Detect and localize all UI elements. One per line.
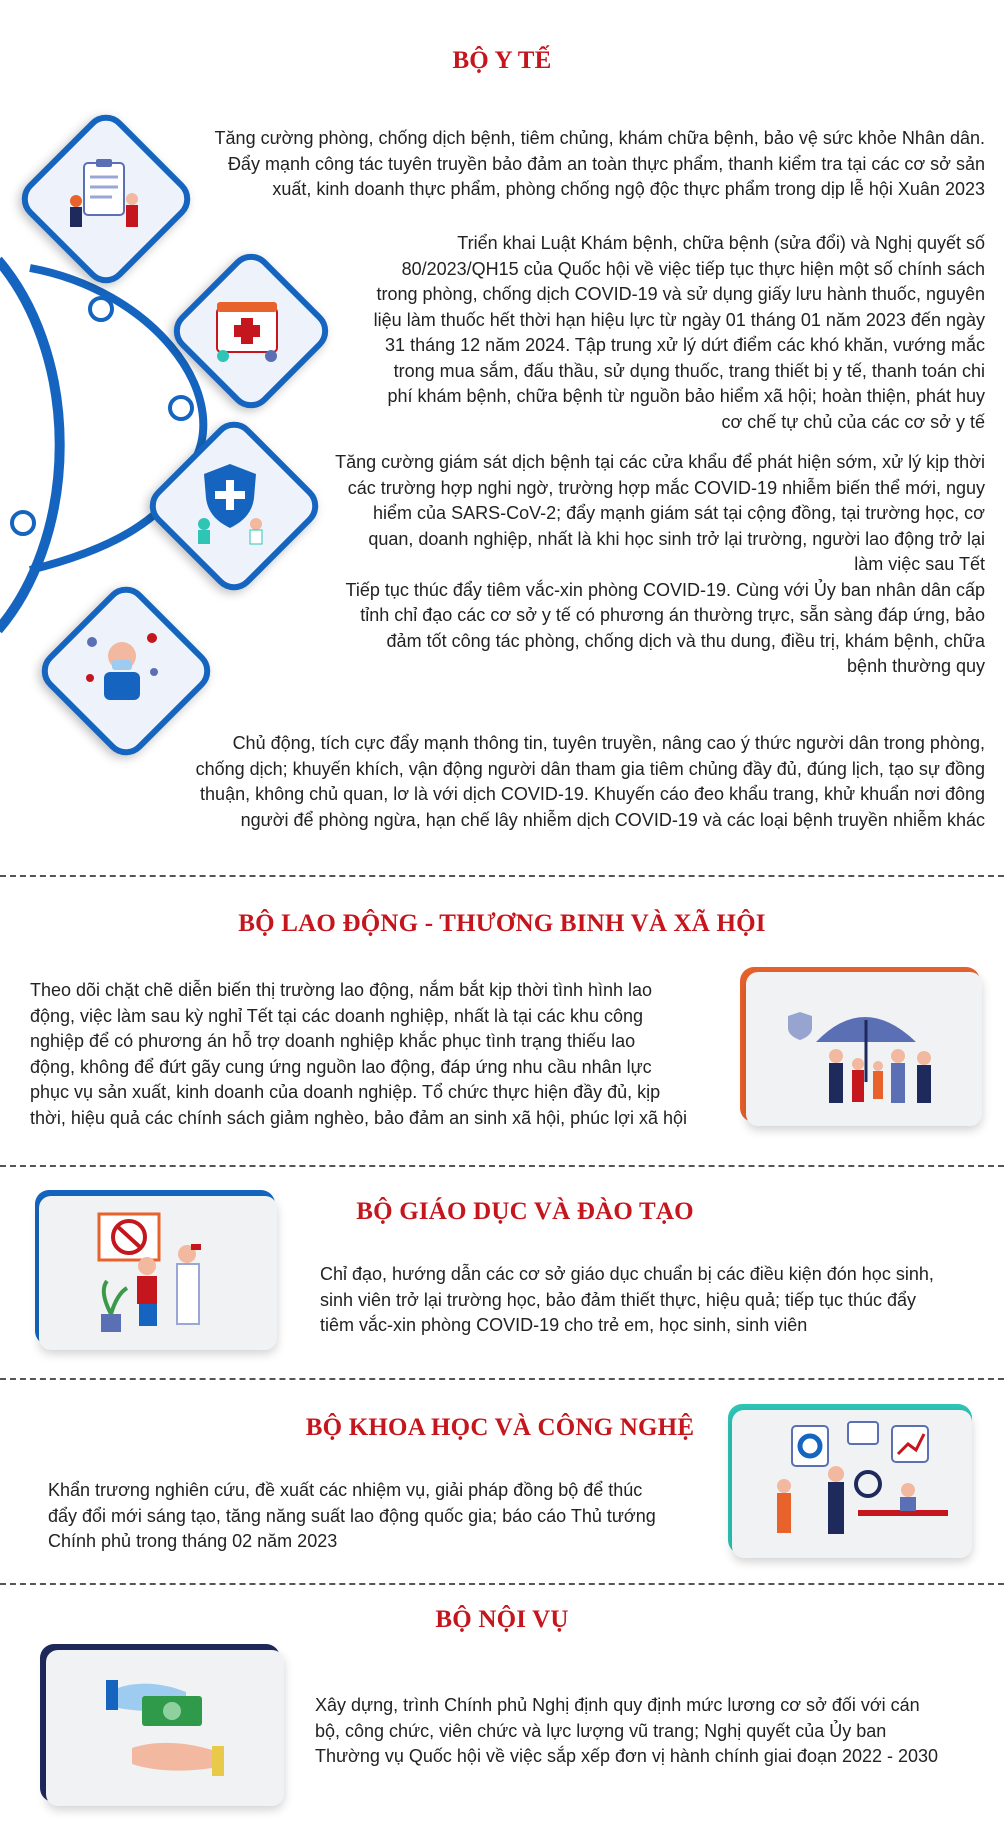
vaccination-icon [39, 1196, 277, 1350]
text-line: trong phòng, chống dịch COVID-19 và sử dụng giấy lưu hành thuốc, nguyên [376, 284, 985, 304]
science-paragraph [48, 1478, 708, 1555]
timeline-dot-3 [168, 395, 194, 421]
section-divider [0, 1165, 1004, 1167]
text-line: Tăng cường phòng, chống dịch bệnh, tiêm chủng, khám chữa bệnh, bảo vệ sức khỏe Nhân dân. [214, 128, 985, 148]
pharmacy-icon [203, 284, 291, 372]
text-line: tiêm vắc-xin phòng COVID-19 cho trẻ em, học sinh, sinh viên [320, 1315, 808, 1335]
virus-mask-icon [78, 622, 166, 710]
health-paragraph-3 [300, 450, 985, 680]
text-line: đẩy đổi mới sáng tạo, tăng năng suất lao động quốc gia; báo cáo Thủ tướng [48, 1505, 656, 1526]
section-title-education: BỘ GIÁO DỤC VÀ ĐÀO TẠO [356, 1198, 694, 1225]
text-line: xuất, kinh doanh thực phẩm, phòng chống ngộ độc thực phẩm trong dịp lễ hội Xuân 2023 [272, 179, 985, 199]
medical-shield-icon [186, 458, 274, 546]
money-hands-icon [46, 1650, 284, 1806]
home-image-card [46, 1650, 284, 1806]
text-line: thuận, không chủ quan, lơ là với dịch COVID-19. Khuyến cáo đeo khẩu trang, khử khuẩn nơi đông [200, 784, 985, 804]
section-title-labor: BỘ LAO ĐỘNG - THƯƠNG BINH VÀ XÃ HỘI [238, 910, 766, 937]
labor-image-card [746, 972, 982, 1126]
section-title-health: BỘ Y TẾ [452, 47, 552, 74]
labor-paragraph [30, 978, 730, 1131]
text-line: sinh viên trở lại trường học, bảo đảm thiết thực, hiệu quả; tiếp tục thúc đẩy [320, 1289, 917, 1310]
text-line: Tăng cường giám sát dịch bệnh tại các cửa khẩu để phát hiện sớm, xử lý kịp thời [335, 452, 985, 472]
text-line: trong mua sắm, đấu thầu, sử dụng thuốc, trang thiết bị y tế, thanh toán chi [393, 360, 985, 381]
text-line: người để phòng ngừa, hạn chế lây nhiễm dịch COVID-19 và các loại bệnh truyền nhiễm khác [240, 809, 985, 830]
timeline-dot-2 [88, 296, 114, 322]
text-line: Xây dựng, trình Chính phủ Nghị định quy định mức lương cơ sở đối với cán [315, 1695, 920, 1715]
text-line: Theo dõi chặt chẽ diễn biến thị trường lao động, nắm bắt kịp thời tình hình lao [30, 980, 653, 1000]
home-paragraph [315, 1693, 985, 1770]
text-line: liệu làm thuốc hết thời hạn hiệu lực từ ngày 01 tháng 01 năm 2023 đến ngày [373, 309, 985, 330]
health-paragraph-2 [320, 231, 985, 435]
timeline-dot-4 [10, 510, 36, 536]
health-paragraph-1 [180, 126, 985, 203]
text-line: làm việc sau Tết [854, 554, 985, 574]
text-line: hiểm của SARS-CoV-2; đẩy mạnh giám sát tại cộng đồng, tại trường học, cơ [373, 503, 985, 523]
section-title-home: BỘ NỘI VỤ [435, 1606, 569, 1633]
text-line: tỉnh chỉ đạo các cơ sở y tế có phương án thường trực, sẵn sàng đáp ứng, bảo [360, 605, 985, 625]
health-paragraph-4 [160, 731, 985, 833]
text-line: 31 tháng 12 năm 2024. Tập trung xử lý dứt điểm các khó khăn, vướng mắc [385, 335, 985, 355]
analytics-team-icon [732, 1410, 972, 1558]
text-line: Tiếp tục thúc đẩy tiêm vắc-xin phòng COVID-19. Cùng với Ủy ban nhân dân cấp [345, 579, 985, 600]
text-line: 80/2023/QH15 của Quốc hội về việc tiếp tục thực hiện một số chính sách [401, 258, 985, 279]
text-line: Chỉ đạo, hướng dẫn các cơ sở giáo dục chuẩn bị các điều kiện đón học sinh, [320, 1264, 934, 1284]
text-line: phục vụ sản xuất, kinh doanh của doanh nghiệp. Tổ chức thực hiện đầy đủ, kịp [30, 1082, 661, 1102]
text-line: bệnh thường quy [847, 656, 985, 676]
clipboard-doctors-icon [62, 155, 150, 243]
text-line: Chính phủ trong tháng 02 năm 2023 [48, 1531, 338, 1551]
text-line: các trường hợp nghi ngờ, trường hợp mắc COVID-19 nhiễm biến thể mới, nguy [347, 477, 985, 498]
text-line: Khẩn trương nghiên cứu, đề xuất các nhiệm vụ, giải pháp đồng bộ để thúc [48, 1480, 643, 1500]
section-title-science: BỘ KHOA HỌC VÀ CÔNG NGHỆ [305, 1414, 695, 1441]
text-line: phí khám bệnh, chữa bệnh từ nguồn bảo hiểm xã hội; hoàn thiện, phát huy [387, 386, 985, 406]
umbrella-family-icon [746, 972, 982, 1126]
text-line: đảm tốt công tác phòng, chống dịch và thu dung, điều trị, khám bệnh, chữa [386, 630, 985, 651]
science-image-card [732, 1410, 972, 1558]
text-line: Triển khai Luật Khám bệnh, chữa bệnh (sửa đổi) và Nghị quyết số [457, 233, 985, 253]
text-line: Thường vụ Quốc hội về việc sắp xếp đơn vị hành chính giai đoạn 2022 - 2030 [315, 1746, 939, 1766]
text-line: bộ, công chức, viên chức và lực lượng vũ trang; Nghị quyết của Ủy ban [315, 1720, 887, 1741]
education-paragraph [320, 1262, 985, 1339]
section-divider [0, 1378, 1004, 1380]
text-line: quan, doanh nghiệp, nhất là khi học sinh trở lại trường, người lao động trở lại [368, 528, 985, 549]
text-line: cơ chế tự chủ của các cơ sở y tế [721, 411, 985, 432]
text-line: động, không để đứt gãy cung ứng nguồn lao động, đáp ứng nhu cầu nhân lực [30, 1056, 652, 1077]
text-line: chống dịch; khuyến khích, vận động người dân tham gia tiêm chủng đầy đủ, đúng lịch, tạo sự đồng [195, 758, 985, 779]
section-divider [0, 875, 1004, 877]
text-line: Đẩy mạnh công tác tuyên truyền bảo đảm an toàn thực phẩm, thanh kiểm tra tại các cơ sở sản [227, 153, 985, 174]
text-line: nghiệp để có phương án hỗ trợ doanh nghiệp khắc phục tình trạng thiếu lao [30, 1031, 636, 1051]
text-line: động, việc làm sau kỳ nghỉ Tết tại các doanh nghiệp, nhất là tại các khu công [30, 1005, 644, 1026]
education-image-card [39, 1196, 277, 1350]
text-line: thời, hiệu quả các chính sách giảm nghèo, bảo đảm an sinh xã hội, phúc lợi xã hội [30, 1107, 688, 1128]
section-divider [0, 1583, 1004, 1585]
text-line: Chủ động, tích cực đẩy mạnh thông tin, tuyên truyền, nâng cao ý thức người dân trong phòng, [232, 733, 985, 753]
